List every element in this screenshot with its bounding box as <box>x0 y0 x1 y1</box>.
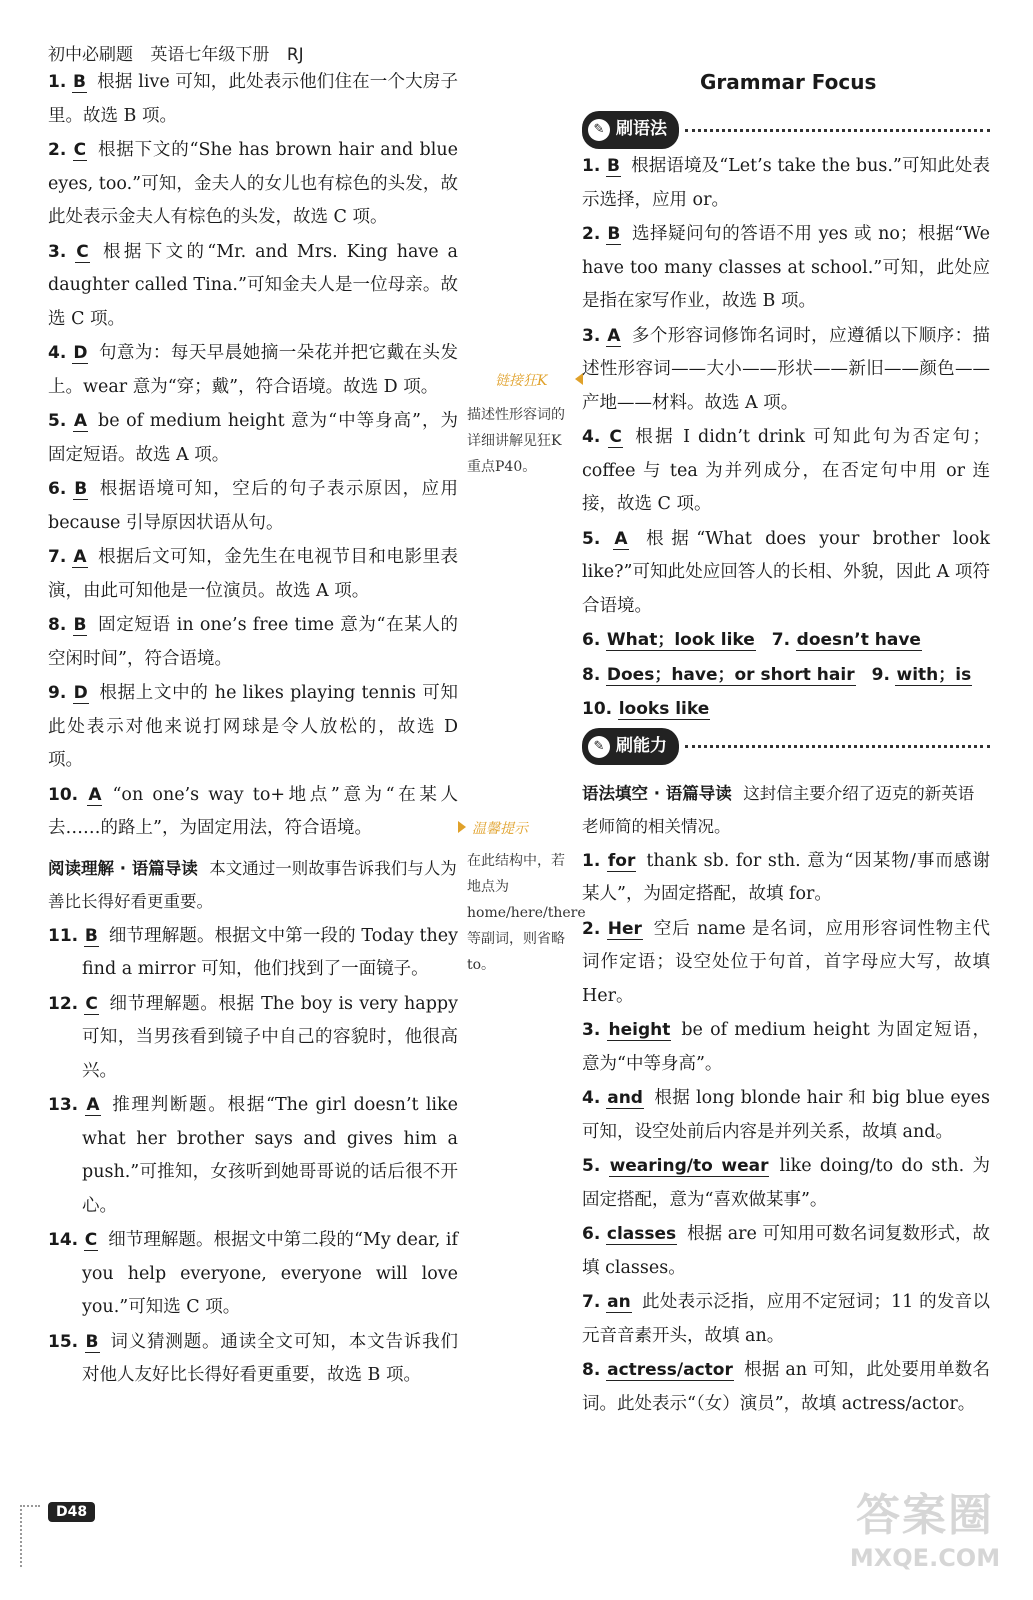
item-answer: A <box>614 528 628 549</box>
item-explanation: 根据下文的“Mr. and Mrs. King have a daughter called Tina.”可知金夫人是一位母亲。故选 C 项。 <box>48 241 458 329</box>
item-answer: D <box>73 683 88 703</box>
item-answer: What；look like <box>606 630 755 650</box>
item-explanation: 空后 name 是名词，应用形容词性物主代词作定语；设空处位于句首，首字母应大写，故填 Her。 <box>582 918 990 1006</box>
item-number: 2. <box>582 224 601 244</box>
item-explanation: “on one’s way to+地点”意为“在某人去……的路上”，为固定用法，符合语境。 <box>48 784 458 838</box>
item-answer: D <box>73 343 88 363</box>
ability-badge: ✎ 刷能力 <box>582 728 679 766</box>
item-number: 3. <box>48 241 67 262</box>
answer-item <box>48 405 458 472</box>
item-number: 11. <box>48 925 79 946</box>
answer-item <box>48 134 458 235</box>
ability-section-title: 语法填空 · 语篇导读 这封信主要介绍了迈克的新英语老师简的相关情况。 <box>582 783 975 836</box>
item-answer: C <box>85 993 98 1014</box>
item-number: 4. <box>48 343 67 363</box>
answer-item <box>582 1150 990 1217</box>
item-explanation: 句意为：每天早晨她摘一朵花并把它戴在头发上。wear 意为“穿；戴”，符合语境。故选 D 项。 <box>48 343 458 397</box>
answer-item <box>48 473 458 540</box>
item-number: 5. <box>582 1156 601 1176</box>
page-header <box>48 40 316 65</box>
item-explanation: 根据语境及“Let’s take the bus.”可知此处表示选择，应用 or。 <box>582 156 990 210</box>
item-explanation: 细节理解题。根据 The boy is very happy 可知，当男孩看到镜子中自己的容貌时，他很高兴。 <box>82 993 458 1081</box>
item-number: 9. <box>48 683 67 703</box>
answer-item <box>48 920 458 987</box>
item-explanation: 根据“What does your brother look like?”可知此处应回答人的长相、外貌，因此 A 项符合语境。 <box>582 528 990 616</box>
item-explanation: 根据 long blonde hair 和 big blue eyes 可知，设空处前后内容是并列关系，故填 and。 <box>582 1088 990 1142</box>
subject-name: 英语七年级下册 <box>150 45 270 65</box>
item-explanation: 词义猜测题。通读全文可知，本文告诉我们对他人友好比长得好看更重要，故选 B 项。 <box>82 1331 458 1385</box>
item-number: 7. <box>48 547 67 567</box>
item-number: 8. <box>48 615 67 635</box>
right-column <box>582 112 990 1422</box>
answer-item <box>48 236 458 337</box>
answer-item <box>582 218 990 319</box>
item-explanation: 根据后文可知，金先生在电视节目和电影里表演，由此可知他是一位演员。故选 A 项。 <box>48 547 458 601</box>
item-explanation: 此处表示泛指，应用不定冠词；11 的发音以元音音素开头，故填 an。 <box>582 1292 990 1346</box>
item-number: 1. <box>48 72 67 92</box>
item-number: 15. <box>48 1331 79 1352</box>
item-answer: C <box>84 1230 98 1250</box>
item-explanation: 根据语境可知，空后的句子表示原因，应用 because 引导原因状语从句。 <box>48 479 458 533</box>
item-number: 12. <box>48 993 79 1014</box>
answer-item <box>48 1224 458 1325</box>
item-number: 9. <box>871 664 890 685</box>
item-number: 2. <box>582 918 601 939</box>
answer-list-left <box>48 66 458 846</box>
item-explanation: 根据 live 可知，此处表示他们住在一个大房子里。故选 B 项。 <box>48 72 458 126</box>
answer-list-grammar-fill <box>582 624 990 727</box>
book-icon: ✎ <box>588 736 610 758</box>
side-note-2: 在此结构中，若地点为 home/here/there 等副词，则省略 to。 <box>467 853 586 973</box>
side-note-label-2: 温馨提示 <box>472 821 528 837</box>
item-explanation: 根据下文的“She has brown hair and blue eyes, too.”可知，金夫人的女儿也有棕色的头发，故此处表示金夫人有棕色的头发，故选 C 项。 <box>48 140 458 227</box>
answer-item <box>48 677 458 778</box>
item-answer: B <box>607 156 620 176</box>
book-icon: ✎ <box>588 119 610 141</box>
item-answer: C <box>73 140 87 160</box>
item-answer: doesn’t have <box>796 630 921 650</box>
item-number: 10. <box>48 784 79 805</box>
answer-list-reading <box>48 920 458 1393</box>
item-number: 7. <box>582 1292 601 1312</box>
answer-item <box>582 320 990 421</box>
item-answer: A <box>607 325 621 346</box>
item-answer: B <box>607 224 621 244</box>
item-explanation: 固定短语 in one’s free time 意为“在某人的空闲时间”，符合语境。 <box>48 615 458 669</box>
answer-item <box>48 66 458 133</box>
answer-item <box>582 1014 990 1081</box>
item-answer: and <box>607 1088 643 1108</box>
item-explanation: be of medium height 为固定短语，意为“中等身高”。 <box>582 1020 990 1074</box>
item-explanation: be of medium height 意为“中等身高”，为固定短语。故选 A 项。 <box>48 411 458 465</box>
item-answer: an <box>607 1292 631 1312</box>
item-explanation: like doing/to do sth. 为固定搭配，意为“喜欢做某事”。 <box>582 1156 990 1210</box>
side-note-1: 描述性形容词的详细讲解见狂K重点P40。 <box>467 407 565 475</box>
item-number: 3. <box>582 1020 601 1040</box>
answer-item <box>48 541 458 608</box>
item-answer: A <box>73 547 87 567</box>
item-number: 7. <box>771 630 791 650</box>
item-explanation: 根据 an 可知，此处要用单数名词。此处表示“（女）演员”，故填 actress/actor。 <box>582 1360 990 1414</box>
page-corner-decoration <box>20 1505 40 1567</box>
item-number: 5. <box>48 411 67 431</box>
item-answer: classes <box>606 1224 677 1244</box>
item-answer: B <box>74 479 88 499</box>
item-number: 1. <box>582 850 601 871</box>
answer-item <box>48 337 458 404</box>
item-number: 13. <box>48 1095 79 1115</box>
divider <box>685 129 990 132</box>
item-number: 6. <box>48 479 67 499</box>
item-number: 6. <box>582 630 601 650</box>
answer-item <box>48 1089 458 1223</box>
divider <box>685 745 990 748</box>
answer-item <box>582 523 990 624</box>
grammar-focus-title: Grammar Focus <box>700 70 877 94</box>
item-number: 4. <box>582 1088 601 1108</box>
book-name: 初中必刷题 <box>48 45 133 65</box>
item-answer: B <box>73 72 86 92</box>
item-explanation: 多个形容词修饰名词时，应遵循以下顺序：描述性形容词——大小——形状——新旧——颜色——产地——材料。故选 A 项。 <box>582 325 990 413</box>
item-explanation: thank sb. for sth. 意为“因某物/事而感谢某人”，为固定搭配，故填 for。 <box>582 850 990 904</box>
answer-item <box>582 913 990 1014</box>
fill-answer-row <box>582 659 990 693</box>
item-answer: C <box>609 427 622 447</box>
item-explanation: 根据 are 可知用可数名词复数形式，故填 classes。 <box>582 1224 990 1278</box>
item-explanation: 细节理解题。根据文中第二段的“My dear, if you help everyone, everyone will love you.”可知选 C 项。 <box>82 1230 458 1317</box>
answer-list-ability <box>582 845 990 1422</box>
page-number: D48 <box>48 1502 95 1522</box>
fill-answer-row <box>582 693 990 727</box>
item-number: 1. <box>582 156 601 176</box>
watermark: 答案圈 MXQE.COM <box>849 1490 1001 1572</box>
answer-item <box>582 1286 990 1353</box>
item-explanation: 细节理解题。根据文中第一段的 Today they find a mirror 可知，他们找到了一面镜子。 <box>82 925 458 979</box>
item-answer: for <box>607 850 636 871</box>
side-note-arrow-2-icon <box>458 821 466 833</box>
answer-item <box>48 1326 458 1393</box>
item-explanation: 根据 I didn’t drink 可知此句为否定句；coffee 与 tea 为并列成分，在否定句中用 or 连接，故选 C 项。 <box>582 427 990 514</box>
grammar-badge-row <box>582 112 990 148</box>
answer-item <box>48 779 458 846</box>
item-number: 14. <box>48 1230 79 1250</box>
fill-answer-row <box>582 624 990 658</box>
item-number: 4. <box>582 427 601 447</box>
item-answer: wearing/to wear <box>609 1156 769 1176</box>
item-answer: A <box>86 1095 100 1115</box>
item-number: 8. <box>582 664 601 685</box>
item-answer: actress/actor <box>607 1360 733 1380</box>
answer-list-grammar <box>582 150 990 623</box>
ability-badge-row <box>582 729 990 765</box>
item-answer: B <box>85 1331 99 1352</box>
answer-item <box>582 1354 990 1421</box>
item-answer: looks like <box>618 699 710 719</box>
item-answer: A <box>88 784 102 805</box>
item-answer: Does；have；or short hair <box>606 664 855 685</box>
item-answer: with；is <box>896 664 972 685</box>
item-answer: B <box>84 925 98 946</box>
answer-item <box>582 1218 990 1285</box>
item-number: 6. <box>582 1224 601 1244</box>
item-explanation: 选择疑问句的答语不用 yes 或 no；根据“We have too many classes at school.”可知，此处应是指在家写作业，故选 B 项。 <box>582 224 990 311</box>
grammar-badge: ✎ 刷语法 <box>582 111 679 149</box>
item-answer: C <box>76 241 89 262</box>
item-number: 8. <box>582 1360 601 1380</box>
item-number: 10. <box>582 699 613 719</box>
item-answer: A <box>73 411 88 431</box>
answer-item <box>582 845 990 912</box>
item-number: 3. <box>582 325 601 346</box>
edition: RJ <box>286 45 304 65</box>
item-answer: Her <box>607 918 642 939</box>
item-answer: B <box>73 615 87 635</box>
answer-item <box>582 150 990 217</box>
answer-item <box>582 421 990 522</box>
item-answer: height <box>608 1020 671 1040</box>
reading-section-title: 阅读理解 · 语篇导读 本文通过一则故事告诉我们与人为善比长得好看更重要。 <box>48 858 457 911</box>
item-explanation: 根据上文中的 he likes playing tennis 可知此处表示对他来说打网球是令人放松的，故选 D 项。 <box>48 683 458 770</box>
side-note-label-1: 链接狂K <box>495 373 548 389</box>
left-column <box>48 66 458 1394</box>
answer-item <box>582 1082 990 1149</box>
answer-item <box>48 609 458 676</box>
item-explanation: 推理判断题。根据“The girl doesn’t like what her brother says and gives him a push.”可推知，女孩听到她哥哥说的话后很不开心。 <box>82 1095 458 1216</box>
answer-item <box>48 988 458 1089</box>
item-number: 5. <box>582 528 601 549</box>
item-number: 2. <box>48 140 67 160</box>
